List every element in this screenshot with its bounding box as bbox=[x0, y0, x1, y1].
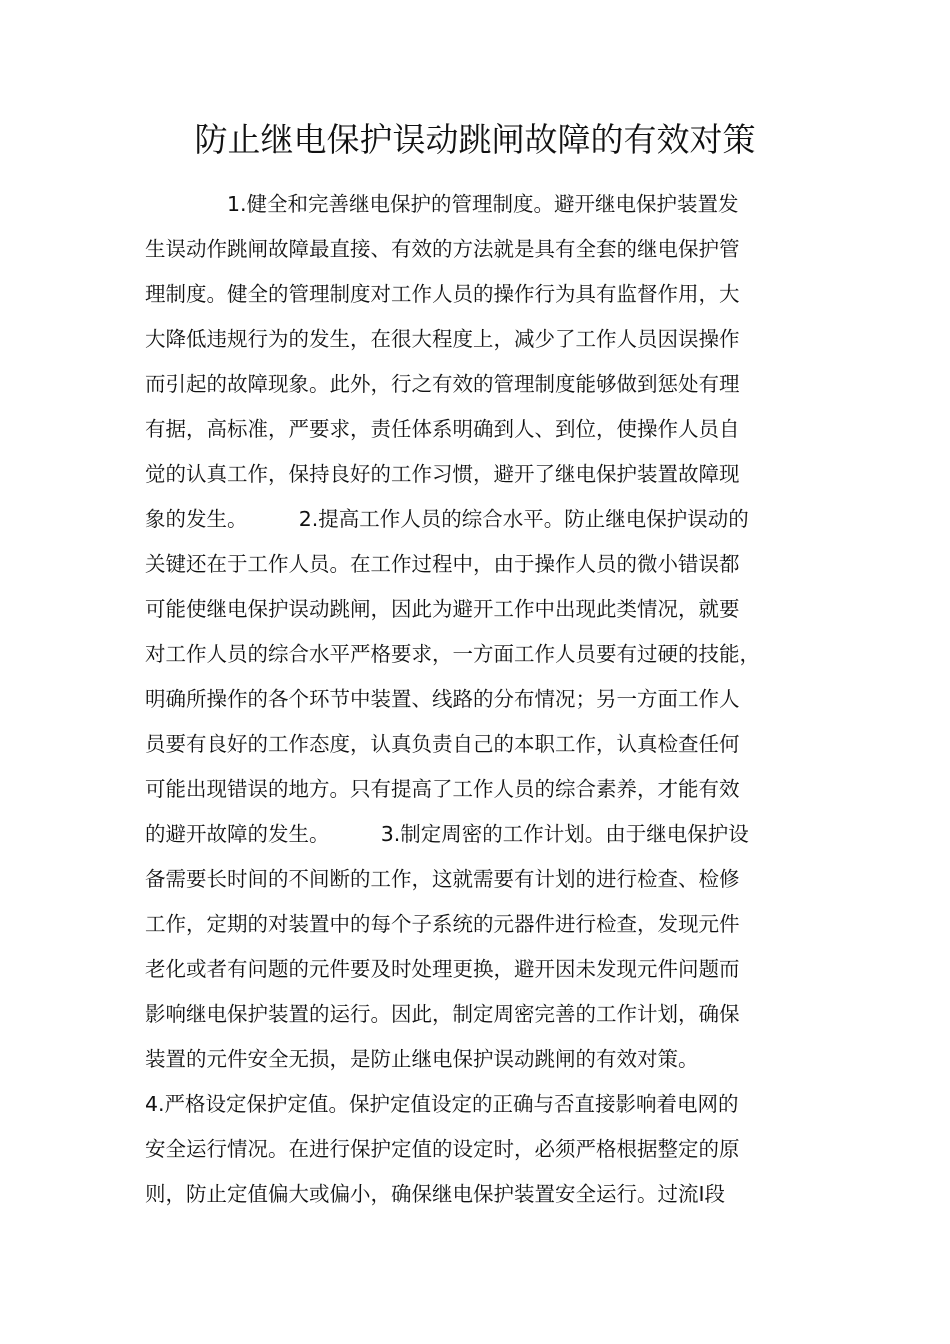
body-line: 对工作人员的综合水平严格要求，一方面工作人员要有过硬的技能， bbox=[145, 642, 760, 666]
body-line: 的避开故障的发生。 3.制定周密的工作计划。由于继电保护设 bbox=[145, 822, 749, 846]
body-line: 4.严格设定保护定值。保护定值设定的正确与否直接影响着电网的 bbox=[145, 1092, 739, 1116]
body-line: 则，防止定值偏大或偏小，确保继电保护装置安全运行。过流Ⅰ段 bbox=[145, 1182, 726, 1206]
body-line: 觉的认真工作，保持良好的工作习惯，避开了继电保护装置故障现 bbox=[145, 462, 740, 486]
body-line: 安全运行情况。在进行保护定值的设定时，必须严格根据整定的原 bbox=[145, 1137, 740, 1161]
body-line: 理制度。健全的管理制度对工作人员的操作行为具有监督作用，大 bbox=[145, 282, 740, 306]
body-line: 1.健全和完善继电保护的管理制度。避开继电保护装置发 bbox=[145, 192, 739, 216]
body-line: 影响继电保护装置的运行。因此，制定周密完善的工作计划，确保 bbox=[145, 1002, 740, 1026]
body-line: 员要有良好的工作态度，认真负责自己的本职工作，认真检查任何 bbox=[145, 732, 740, 756]
body-line: 明确所操作的各个环节中装置、线路的分布情况；另一方面工作人 bbox=[145, 687, 740, 711]
document-title: 防止继电保护误动跳闸故障的有效对策 bbox=[194, 120, 756, 159]
body-line: 有据，高标准，严要求，责任体系明确到人、到位，使操作人员自 bbox=[145, 417, 740, 441]
body-line: 装置的元件安全无损，是防止继电保护误动跳闸的有效对策。 bbox=[145, 1047, 699, 1071]
body-line: 备需要长时间的不间断的工作，这就需要有计划的进行检查、检修 bbox=[145, 867, 740, 891]
body-line: 大降低违规行为的发生，在很大程度上，减少了工作人员因误操作 bbox=[145, 327, 740, 351]
body-line: 可能出现错误的地方。只有提高了工作人员的综合素养，才能有效 bbox=[145, 777, 740, 801]
body-line: 关键还在于工作人员。在工作过程中，由于操作人员的微小错误都 bbox=[145, 552, 740, 576]
document-body bbox=[145, 182, 815, 1217]
body-line: 老化或者有问题的元件要及时处理更换，避开因未发现元件问题而 bbox=[145, 957, 740, 981]
body-line: 生误动作跳闸故障最直接、有效的方法就是具有全套的继电保护管 bbox=[145, 237, 740, 261]
body-line: 而引起的故障现象。此外，行之有效的管理制度能够做到惩处有理 bbox=[145, 372, 740, 396]
body-line: 象的发生。 2.提高工作人员的综合水平。防止继电保护误动的 bbox=[145, 507, 749, 531]
body-line: 可能使继电保护误动跳闸，因此为避开工作中出现此类情况，就要 bbox=[145, 597, 740, 621]
body-line: 工作，定期的对装置中的每个子系统的元器件进行检查，发现元件 bbox=[145, 912, 740, 936]
